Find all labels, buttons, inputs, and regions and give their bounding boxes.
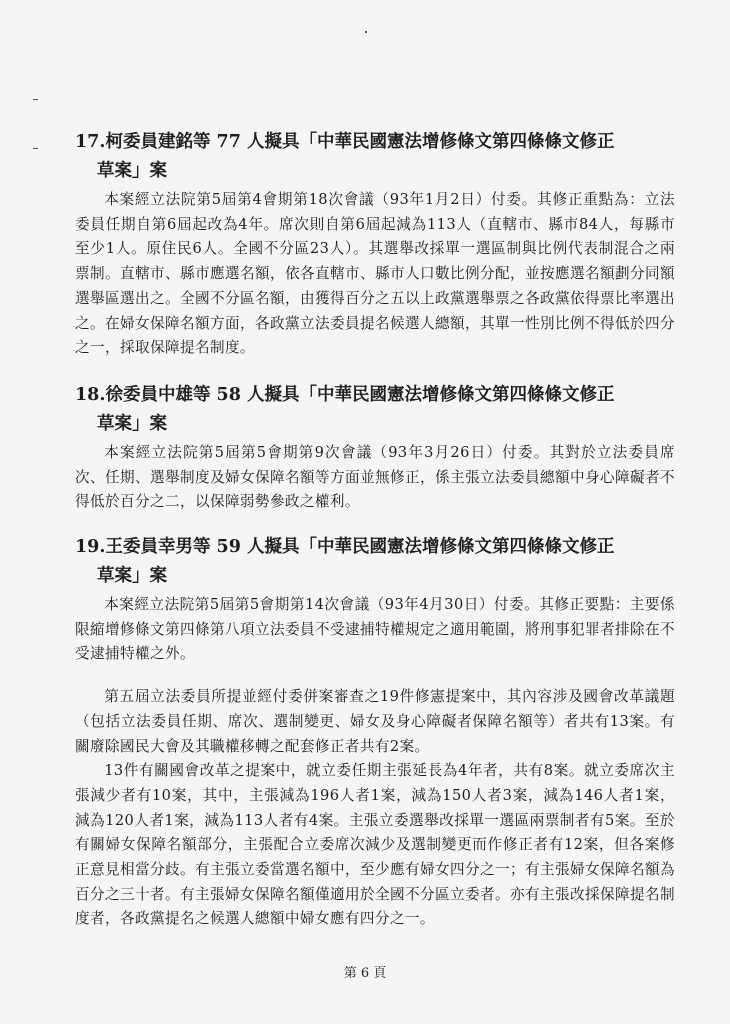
section-heading xyxy=(75,381,675,439)
section-heading-line1: 19.王委員幸男等 59 人擬具「中華民國憲法增修條文第四條條文修正 xyxy=(75,537,615,558)
section-body: 本案經立法院第5屆第4會期第18次會議（93年1月2日）付委。其修正重點為：立法委員任期自第6屆起改為4年。席次則自第6屆起減為113人（直轄市、縣市84人，每縣市至少1人。原住民6人。全國不分區23人）。其選舉改採單一選區制與比例代表制混合之兩票制。直轄市、縣市應選名額，依各直轄市、縣市人口數比例分配，並按應選名額劃分同額選舉區選出之。全國不分區名額，由獲得百分之五以上政黨選舉票之各政黨依得票比率選出之。在婦女保障名額方面，各政黨立法委員提名候選人總額，其單一性別比例不得低於四分之一，採取保障提名制度。 xyxy=(75,191,675,357)
section-body: 本案經立法院第5屆第5會期第14次會議（93年4月30日）付委。其修正要點：主要係限縮增修條文第四條第八項立法委員不受逮捕特權規定之適用範圍，將刑事犯罪者排除在不受逮捕特權之外。 xyxy=(75,596,675,663)
section-heading xyxy=(75,128,675,186)
section-heading-line2: 草案」案 xyxy=(97,161,167,181)
summary-paragraph: 第五屆立法委員所提並經付委併案審查之19件修憲提案中，其內容涉及國會改革議題（包括立法委員任期、席次、選制變更、婦女及身心障礙者保障名額等）者共有13案。有關廢除國民大會及其職權移轉之配套修正者共有2案。 xyxy=(75,688,675,755)
section-heading-line2: 草案」案 xyxy=(97,413,167,434)
proposal-section-18 xyxy=(75,381,675,515)
summary-paragraph: 13件有關國會改革之提案中，就立委任期主張延長為4年者，共有8案。就立委席次主張減少者有10案，其中，主張減為196人者1案，減為150人者3案，減為146人者1案，減為120人者1案，減為113人者有4案。主張立委選舉改採單一選區兩票制者有5案。至於有關婦女保障名額部分，主張配合立委席次減少及選制變更而作修正者有12案，但各案修正意見相當分歧。有主張立委當選名額中，至少應有婦女四分之一；有主張婦女保障名額為百分之三十者。有主張婦女保障名額僅適用於全國不分區立委者。亦有主張改採保障提名制度者，各政黨提名之候選人總額中婦女應有四分之一。 xyxy=(75,762,675,928)
section-body: 本案經立法院第5屆第5會期第9次會議（93年3月26日）付委。其對於立法委員席次、任期、選舉制度及婦女保障名額等方面並無修正，係主張立法委員總額中身心障礙者不得低於百分之二，以保障弱勢參政之權利。 xyxy=(75,443,675,511)
page-number: 第 6 頁 xyxy=(343,966,387,981)
scan-mark xyxy=(33,148,38,149)
document-content xyxy=(75,128,675,932)
proposal-section-19 xyxy=(75,533,675,667)
scan-mark xyxy=(33,99,38,100)
proposal-section-17 xyxy=(75,128,675,361)
summary-section xyxy=(75,685,675,932)
section-heading-line2: 草案」案 xyxy=(97,566,167,587)
section-heading xyxy=(75,533,675,591)
scan-mark xyxy=(365,31,367,33)
section-heading-line1: 18.徐委員中雄等 58 人擬具「中華民國憲法增修條文第四條條文修正 xyxy=(75,384,615,405)
section-heading-line1: 17.柯委員建銘等 77 人擬具「中華民國憲法增修條文第四條條文修正 xyxy=(75,132,615,152)
